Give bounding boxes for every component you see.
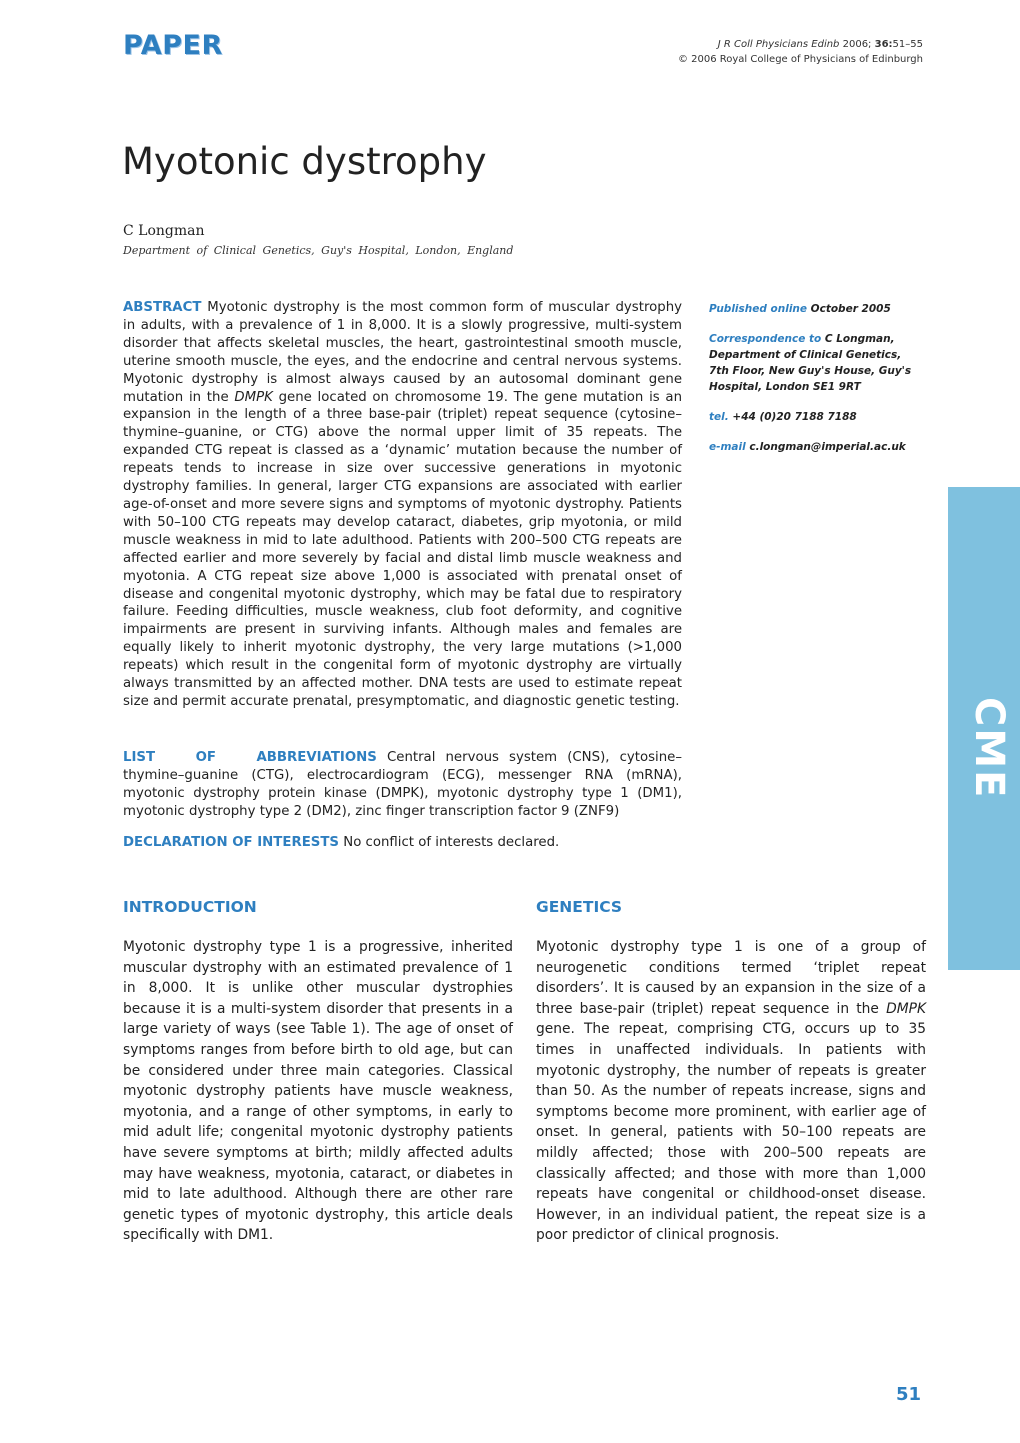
page-number: 51 xyxy=(895,1384,921,1405)
abbreviations xyxy=(123,749,682,821)
email-label: e-mail xyxy=(709,441,746,453)
abbreviations-label: LIST OF ABBREVIATIONS xyxy=(123,750,377,765)
tel-label: tel. xyxy=(709,411,729,423)
section-label: PAPER xyxy=(123,30,223,61)
genetics-text-2: gene. The repeat, comprising CTG, occurs up to 35 times in unaffected individuals. In patients with myotonic dystrophy, the number of repeats is greater than 50. As the number of repeats increase, signs and symptoms become more prominent, with earlier age of onset. In general, patients with 50–100 repeats are mildly affected; those with 200–500 repeats are classically affected; and those with more than 1,000 repeats have congenital or childhood-onset disease. However, in an individual patient, the repeat size is a poor predictor of clinical prognosis. xyxy=(536,1021,926,1244)
journal-year: 2006; xyxy=(842,39,872,50)
email-value[interactable]: c.longman@imperial.ac.uk xyxy=(749,441,906,453)
tel-info xyxy=(709,409,914,425)
abstract-label: ABSTRACT xyxy=(123,300,202,315)
copyright: © 2006 Royal College of Physicians of Edinburgh xyxy=(677,54,923,65)
author: C Longman xyxy=(123,223,205,239)
correspondence-address: Department of Clinical Genetics, 7th Floor, New Guy's House, Guy's Hospital, London SE1 9RT xyxy=(709,349,912,393)
affiliation: Department of Clinical Genetics, Guy's Hospital, London, England xyxy=(123,244,514,257)
declaration xyxy=(123,835,682,850)
correspondence-info xyxy=(709,331,914,395)
abbreviations-text: Central nervous system (CNS), cytosine–thymine–guanine (CTG), electrocardiogram (ECG), messenger RNA (mRNA), myotonic dystrophy protein kinase (DMPK), myotonic dystrophy type 1 (DM1), myotonic dystrophy type 2 (DM2), zinc finger transcription factor 9 (ZNF9) xyxy=(123,750,682,819)
published-info xyxy=(709,301,914,317)
abstract-text-1: Myotonic dystrophy is the most common form of muscular dystrophy in adults, with a prevalence of 1 in 8,000. It is a slowly progressive, multi-system disorder that affects skeletal muscles, the heart, gastrointestinal smooth muscle, uterine smooth muscle, the eyes, and the endocrine and central nervous systems. Myotonic dystrophy is almost always caused by an autosomal dominant gene mutation in the xyxy=(123,300,682,405)
journal-pages: 51–55 xyxy=(892,39,923,50)
abstract-text-2: gene located on chromosome 19. The gene mutation is an expansion in the length of a three base-pair (triplet) repeat sequence (cytosine–thymine–guanine, or CTG) above the normal upper limit of 35 repeats. The expanded CTG repeat is classed as a ‘dynamic’ mutation because the number of repeats tends to increase in size over successive generations in myotonic dystrophy families. In general, larger CTG expansions are associated with earlier age-of-onset and more severe signs and symptoms of myotonic dystrophy. Patients with 50–100 CTG repeats may develop cataract, diabetes, grip myotonia, or mild muscle weakness in mid to late adulthood. Patients with 200–500 CTG repeats are affected earlier and more severely by facial and distal limb muscle weakness and myotonia. A CTG repeat size above 1,000 is associated with prenatal onset of disease and congenital myotonic dystrophy, which may be fatal due to respiratory failure. Feeding difficulties, muscle weakness, club foot deformity, and cognitive impairments are present in surviving infants. Although males and females are equally likely to inherit myotonic dystrophy, the very large mutations (>1,000 repeats) which result in the congenital form of myotonic dystrophy are virtually always transmitted by an affected mother. DNA tests are used to estimate repeat size and permit accurate prenatal, presymptomatic, and diagnostic genetic testing. xyxy=(123,389,683,709)
citation xyxy=(678,37,923,67)
correspondence-label: Correspondence to xyxy=(709,333,822,345)
correspondence-name: C Longman, xyxy=(824,333,895,345)
article-title: Myotonic dystrophy xyxy=(122,140,487,183)
genetics-text-1: Myotonic dystrophy type 1 is one of a group of neurogenetic conditions termed ‘triplet repeat disorders’. It is caused by an expansion in the size of a three base-pair (triplet) repeat sequence in the xyxy=(536,939,926,1017)
email-info xyxy=(709,439,914,455)
published-label: Published online xyxy=(709,303,808,315)
introduction-body: Myotonic dystrophy type 1 is a progressive, inherited muscular dystrophy with an estimated prevalence of 1 in 8,000. It is unlike other muscular dystrophies because it is a multi-system disorder that presents in a large variety of ways (see Table 1). The age of onset of symptoms ranges from before birth to old age, but can be considered under three main categories. Classical myotonic dystrophy patients have muscle weakness, myotonia, and a range of other symptoms, in early to mid adult life; congenital myotonic dystrophy patients have severe symptoms at birth; mildly affected adults may have weakness, myotonia, cataract, or diabetes in mid to late adulthood. Although there are other rare genetic types of myotonic dystrophy, this article deals specifically with DM1. xyxy=(123,939,513,1244)
declaration-label: DECLARATION OF INTERESTS xyxy=(123,835,340,850)
cme-tab xyxy=(948,487,1020,970)
article-info-sidebar xyxy=(709,301,914,469)
journal-name: J R Coll Physicians Edinb xyxy=(717,39,840,50)
genetics-heading: GENETICS xyxy=(536,898,623,916)
genetics-body xyxy=(536,937,926,1246)
cme-label: CME xyxy=(966,697,1012,800)
journal-volume: 36: xyxy=(874,39,893,50)
declaration-text: No conflict of interests declared. xyxy=(343,835,560,850)
tel-value: +44 (0)20 7188 7188 xyxy=(732,411,857,423)
published-value: October 2005 xyxy=(810,303,891,315)
genetics-gene: DMPK xyxy=(886,1000,926,1017)
abstract xyxy=(123,299,682,711)
introduction-heading: INTRODUCTION xyxy=(123,898,257,916)
abstract-gene: DMPK xyxy=(234,389,273,405)
